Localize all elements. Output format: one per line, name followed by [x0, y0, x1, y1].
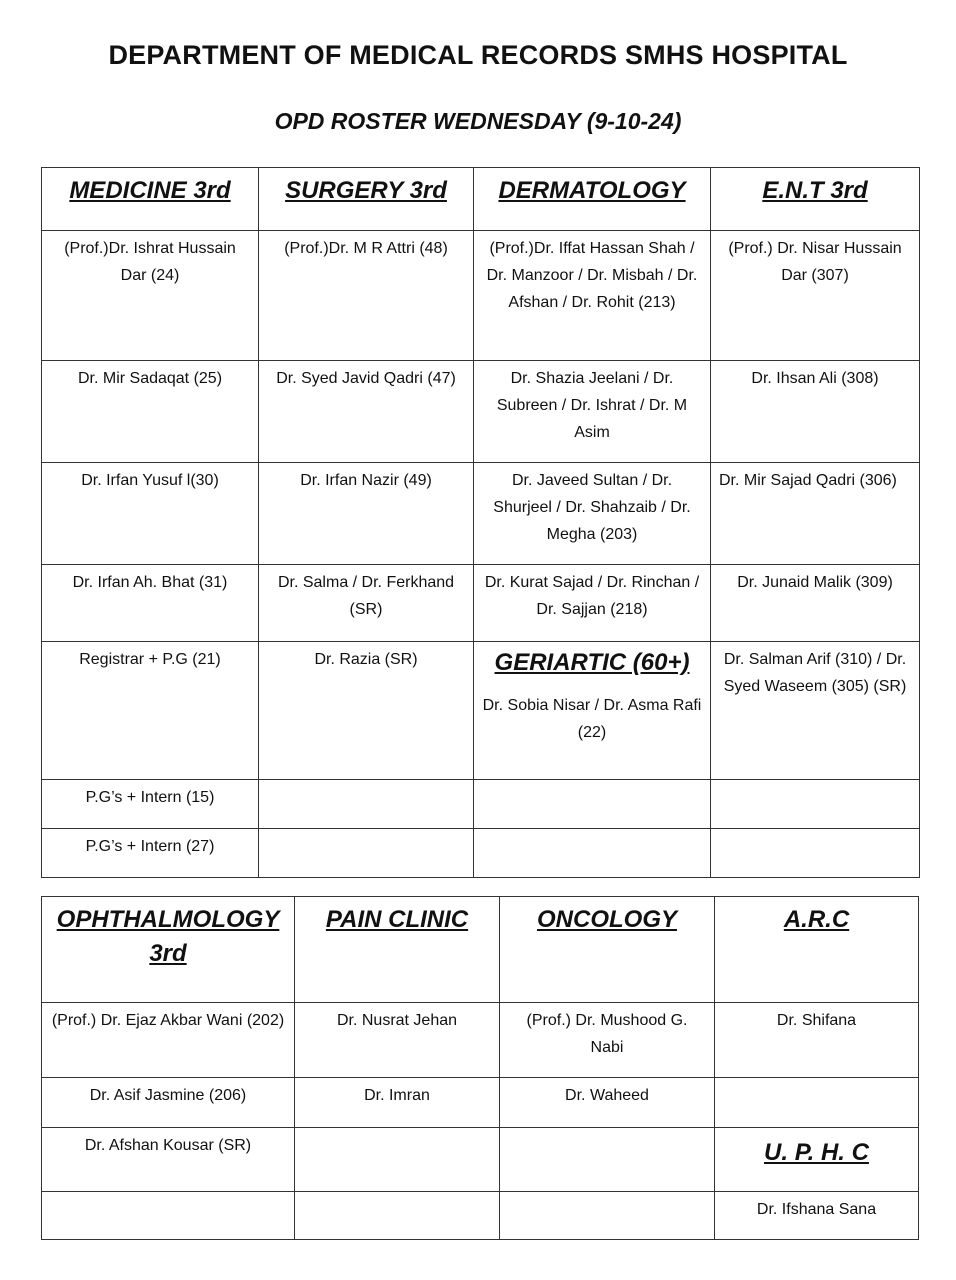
table-header-row	[42, 168, 920, 231]
header-ent: E.N.T 3rd	[711, 168, 920, 231]
table-row	[42, 361, 920, 463]
uphc-heading: U. P. H. C	[764, 1139, 869, 1166]
table-cell: (Prof.)Dr. Iffat Hassan Shah / Dr. Manzoor / Dr. Misbah / Dr. Afshan / Dr. Rohit (213)	[474, 231, 711, 361]
table-row	[42, 1128, 919, 1192]
table-cell	[259, 780, 474, 829]
table-cell: Dr. Irfan Yusuf l(30)	[42, 463, 259, 565]
table-row	[42, 231, 920, 361]
table-cell: Dr. Nusrat Jehan	[295, 1003, 500, 1078]
page-title: DEPARTMENT OF MEDICAL RECORDS SMHS HOSPITAL	[108, 40, 848, 70]
header-pain-clinic: PAIN CLINIC	[295, 897, 500, 1003]
table-cell: Dr. Shazia Jeelani / Dr. Subreen / Dr. Ishrat / Dr. M Asim	[474, 361, 711, 463]
table-cell: Dr. Ifshana Sana	[715, 1192, 919, 1240]
table-cell: Dr. Ihsan Ali (308)	[711, 361, 920, 463]
table-cell: P.G’s + Intern (27)	[42, 829, 259, 878]
table-row	[42, 642, 920, 780]
table-cell: (Prof.)Dr. Ishrat Hussain Dar (24)	[42, 231, 259, 361]
table-cell	[711, 829, 920, 878]
table-cell: Registrar + P.G (21)	[42, 642, 259, 780]
table-cell: (Prof.)Dr. M R Attri (48)	[259, 231, 474, 361]
header-dermatology: DERMATOLOGY	[474, 168, 711, 231]
uphc-cell	[715, 1128, 919, 1192]
table-cell	[500, 1128, 715, 1192]
table-cell: Dr. Salman Arif (310) / Dr. Syed Waseem (305) (SR)	[711, 642, 920, 780]
table-row	[42, 1078, 919, 1128]
roster-table-1	[41, 167, 920, 878]
table-row	[42, 565, 920, 642]
table-cell	[500, 1192, 715, 1240]
table-cell: Dr. Imran	[295, 1078, 500, 1128]
table-cell: Dr. Mir Sajad Qadri (306)	[711, 463, 920, 565]
geriatric-doctors: Dr. Sobia Nisar / Dr. Asma Rafi (22)	[482, 697, 702, 741]
table-cell	[711, 780, 920, 829]
table-cell: Dr. Mir Sadaqat (25)	[42, 361, 259, 463]
header-medicine: MEDICINE 3rd	[42, 168, 259, 231]
table-cell	[295, 1192, 500, 1240]
table-cell: Dr. Shifana	[715, 1003, 919, 1078]
geriatric-heading: GERIARTIC (60+)	[494, 649, 690, 676]
table-cell: Dr. Javeed Sultan / Dr. Shurjeel / Dr. Shahzaib / Dr. Megha (203)	[474, 463, 711, 565]
table-cell: Dr. Asif Jasmine (206)	[42, 1078, 295, 1128]
table-cell: Dr. Syed Javid Qadri (47)	[259, 361, 474, 463]
table-cell	[42, 1192, 295, 1240]
table-row	[42, 1192, 919, 1240]
header-ophthalmology: OPHTHALMOLOGY 3rd	[42, 897, 295, 1003]
table-cell: Dr. Kurat Sajad / Dr. Rinchan / Dr. Sajjan (218)	[474, 565, 711, 642]
table-cell: Dr. Salma / Dr. Ferkhand (SR)	[259, 565, 474, 642]
roster-table-2	[41, 896, 919, 1240]
header-arc: A.R.C	[715, 897, 919, 1003]
table-cell	[295, 1128, 500, 1192]
header-oncology: ONCOLOGY	[500, 897, 715, 1003]
table-row	[42, 829, 920, 878]
table-cell: Dr. Waheed	[500, 1078, 715, 1128]
geriatric-cell	[474, 642, 711, 780]
table-cell	[259, 829, 474, 878]
roster-subtitle: OPD ROSTER WEDNESDAY (9-10-24)	[274, 108, 682, 134]
table-row	[42, 1003, 919, 1078]
table-cell	[474, 780, 711, 829]
table-cell: P.G’s + Intern (15)	[42, 780, 259, 829]
table-row	[42, 463, 920, 565]
table-header-row	[42, 897, 919, 1003]
table-cell: Dr. Junaid Malik (309)	[711, 565, 920, 642]
table-cell	[474, 829, 711, 878]
table-cell: Dr. Irfan Ah. Bhat (31)	[42, 565, 259, 642]
table-cell: (Prof.) Dr. Ejaz Akbar Wani (202)	[42, 1003, 295, 1078]
table-cell: Dr. Afshan Kousar (SR)	[42, 1128, 295, 1192]
header-surgery: SURGERY 3rd	[259, 168, 474, 231]
table-cell	[715, 1078, 919, 1128]
table-cell: (Prof.) Dr. Mushood G. Nabi	[500, 1003, 715, 1078]
table-cell: Dr. Razia (SR)	[259, 642, 474, 780]
table-cell: (Prof.) Dr. Nisar Hussain Dar (307)	[711, 231, 920, 361]
table-cell: Dr. Irfan Nazir (49)	[259, 463, 474, 565]
table-row	[42, 780, 920, 829]
